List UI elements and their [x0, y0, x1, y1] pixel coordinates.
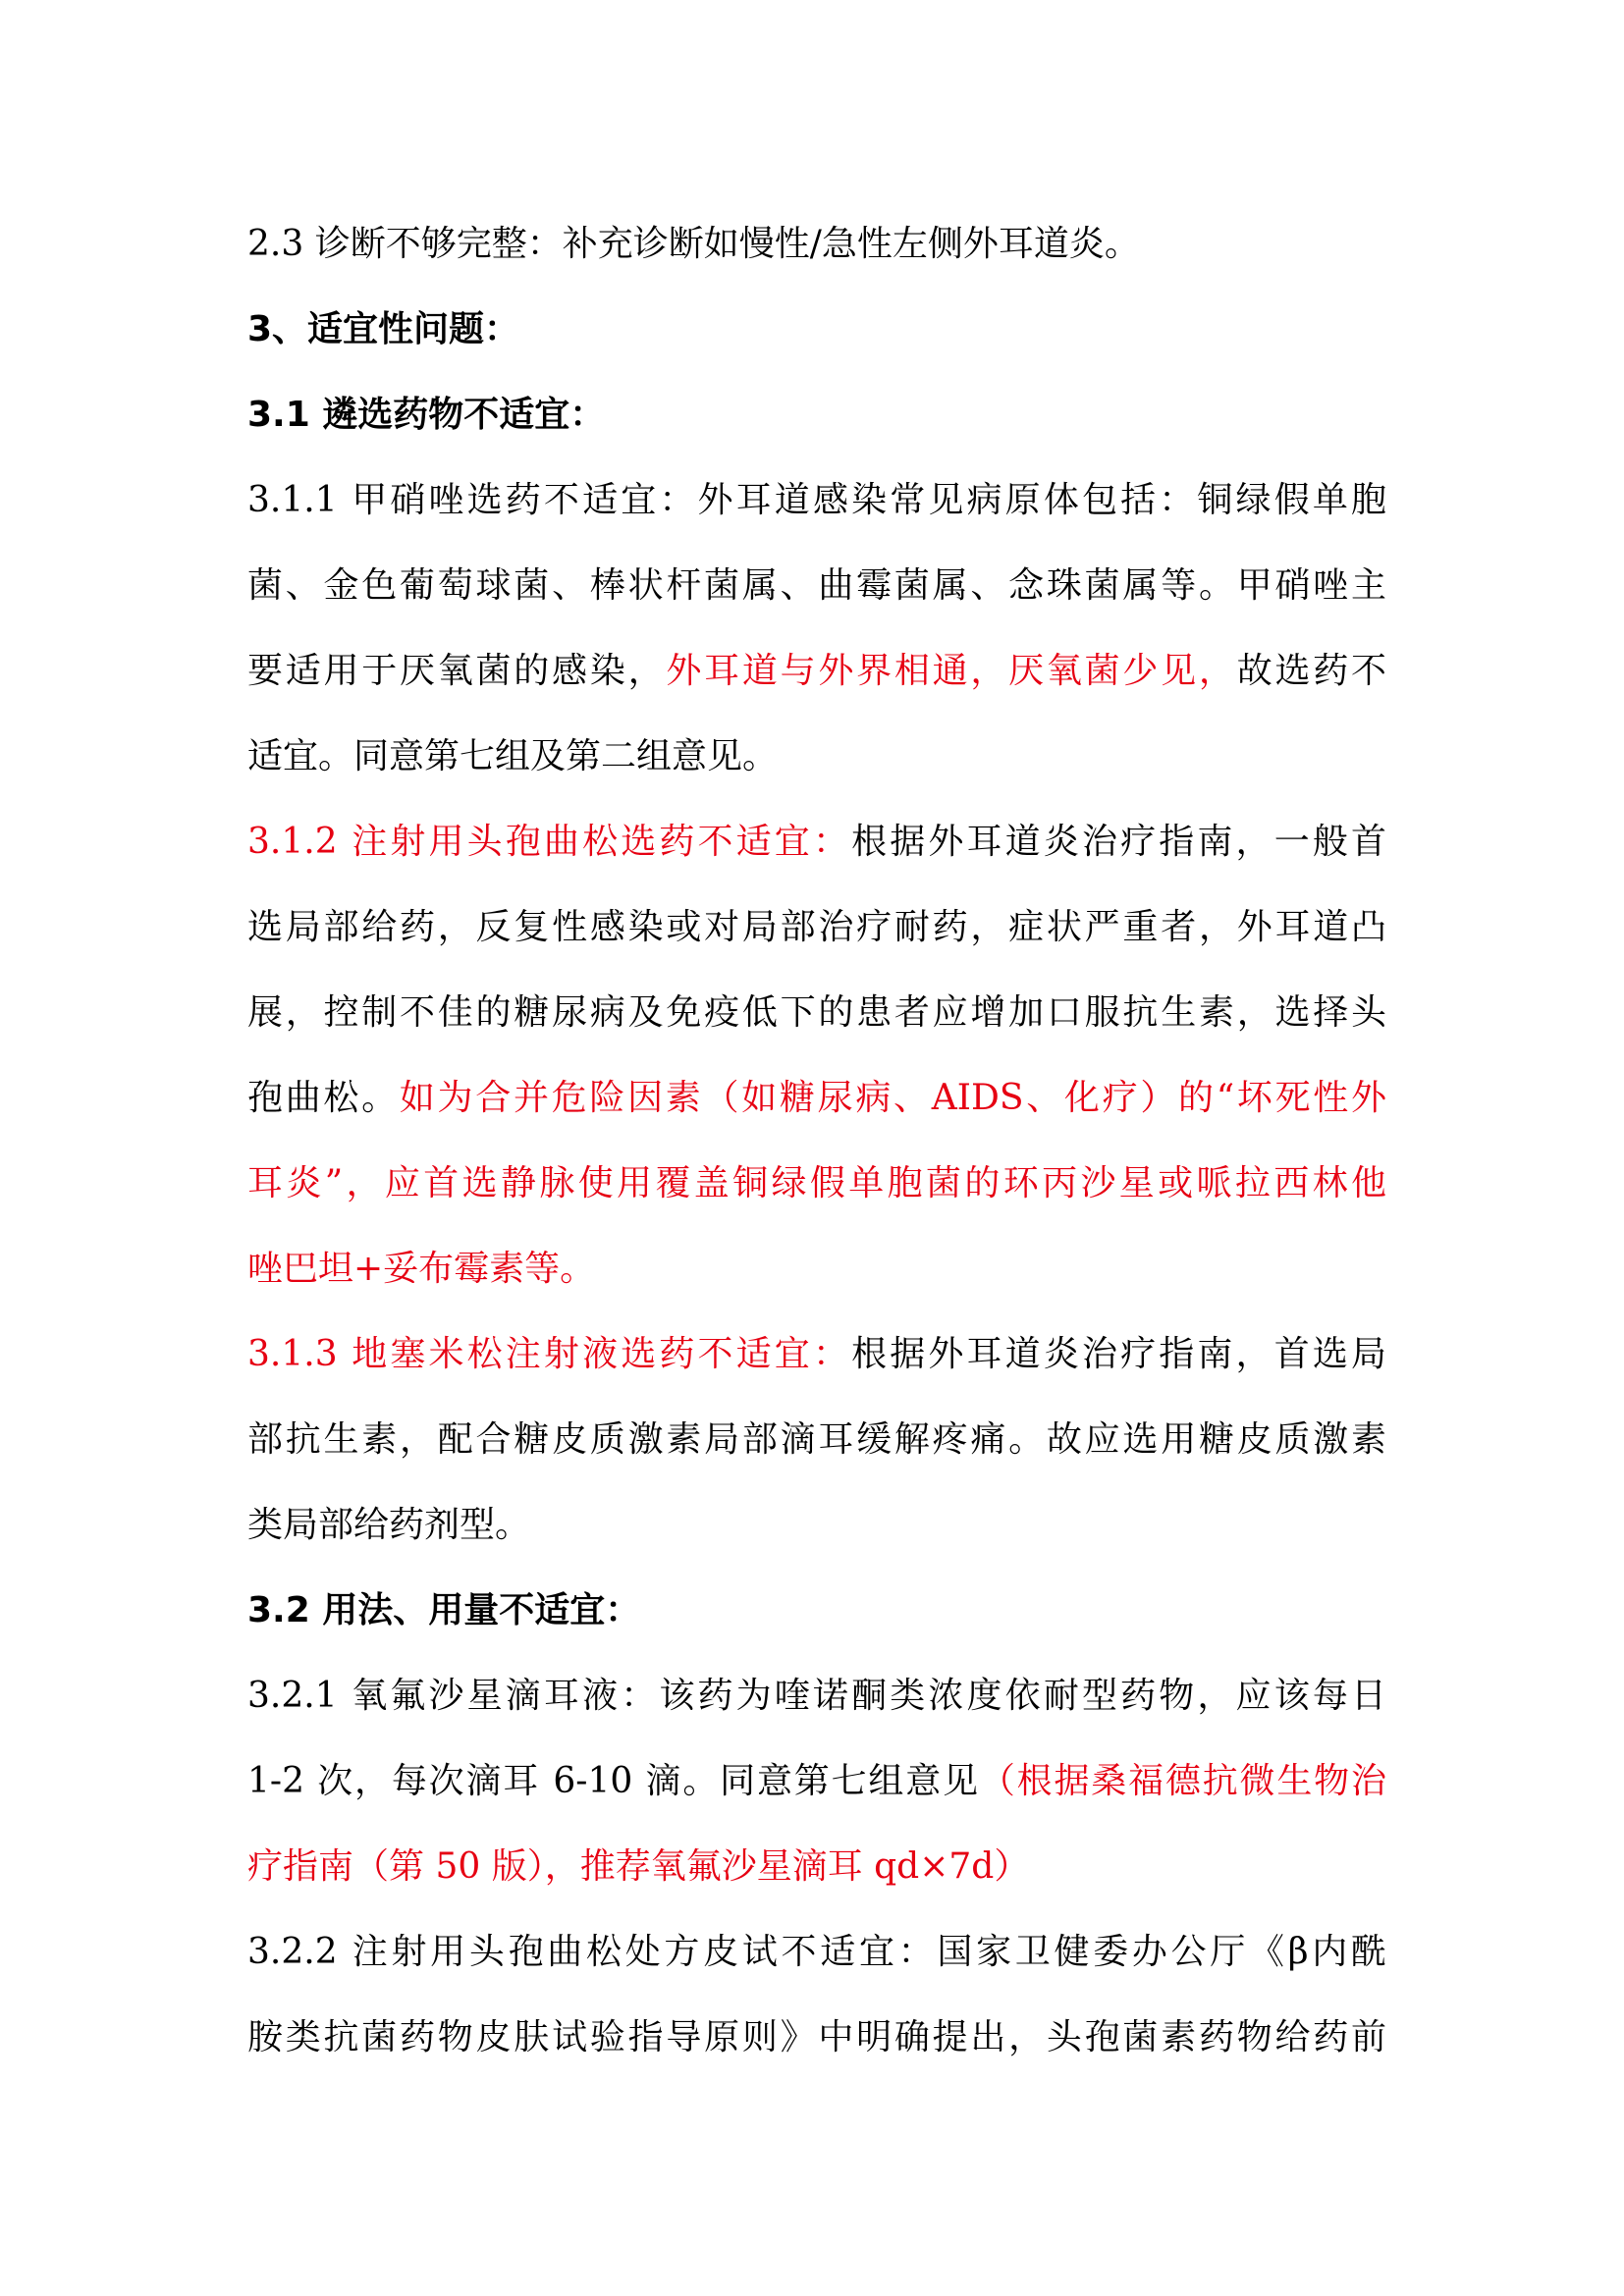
highlighted-text: 耳炎”，应首选静脉使用覆盖铜绿假单胞菌的环丙沙星或哌拉西林他	[247, 1163, 1386, 1203]
paragraph-line	[247, 210, 1386, 295]
paragraph-line	[247, 1918, 1386, 2003]
body-text: 故选药不	[1236, 651, 1386, 691]
paragraph-line	[247, 1320, 1386, 1406]
highlighted-text: （根据桑福德抗微生物治	[979, 1761, 1386, 1801]
body-text: 选局部给药，反复性感染或对局部治疗耐药，症状严重者，外耳道凸	[247, 907, 1386, 947]
paragraph-line	[247, 722, 1386, 808]
body-text: 部抗生素，配合糖皮质激素局部滴耳缓解疼痛。故应选用糖皮质激素	[247, 1419, 1386, 1460]
body-text: 3.2.1 氧氟沙星滴耳液：该药为喹诺酮类浓度依耐型药物，应该每日	[247, 1676, 1386, 1716]
paragraph-line	[247, 552, 1386, 637]
highlighted-text: 外耳道与外界相通，厌氧菌少见，	[666, 651, 1237, 691]
body-text: 根据外耳道炎治疗指南，首选局	[851, 1334, 1386, 1374]
body-text: 3、适宜性问题：	[247, 309, 520, 349]
highlighted-text: 如为合并危险因素（如糖尿病、AIDS、化疗）的“坏死性外	[399, 1078, 1386, 1118]
body-text: 类局部给药剂型。	[247, 1505, 531, 1545]
section-heading	[247, 295, 1386, 381]
paragraph-line	[247, 893, 1386, 979]
paragraph-line	[247, 1491, 1386, 1576]
paragraph-line	[247, 1747, 1386, 1833]
body-text: 1-2 次，每次滴耳 6-10 滴。同意第七组意见	[247, 1761, 980, 1801]
highlighted-text: 3.1.2 注射用头孢曲松选药不适宜：	[247, 822, 852, 862]
body-text: 胺类抗菌药物皮肤试验指导原则》中明确提出，头孢菌素药物给药前	[247, 2017, 1386, 2057]
paragraph-line	[247, 2003, 1386, 2089]
body-text: 要适用于厌氧菌的感染，	[247, 651, 667, 691]
paragraph-line	[247, 808, 1386, 893]
body-text: 3.1 遴选药物不适宜：	[247, 395, 606, 435]
paragraph-line	[247, 1149, 1386, 1235]
highlighted-text: 疗指南（第 50 版），推荐氧氟沙星滴耳 qd×7d）	[247, 1846, 1030, 1887]
body-text: 3.2 用法、用量不适宜：	[247, 1590, 641, 1630]
section-heading	[247, 381, 1386, 466]
highlighted-text: 3.1.3 地塞米松注射液选药不适宜：	[247, 1334, 852, 1374]
paragraph-line	[247, 1406, 1386, 1491]
section-heading	[247, 1576, 1386, 1662]
paragraph-line	[247, 637, 1386, 722]
body-text: 菌、金色葡萄球菌、棒状杆菌属、曲霉菌属、念珠菌属等。甲硝唑主	[247, 565, 1386, 606]
body-text: 展，控制不佳的糖尿病及免疫低下的患者应增加口服抗生素，选择头	[247, 992, 1386, 1033]
body-text: 3.1.1 甲硝唑选药不适宜：外耳道感染常见病原体包括：铜绿假单胞	[247, 480, 1386, 520]
body-text: 孢曲松。	[247, 1078, 400, 1118]
document-body	[247, 210, 1386, 2089]
highlighted-text: 唑巴坦+妥布霉素等。	[247, 1249, 596, 1289]
paragraph-line	[247, 1064, 1386, 1149]
paragraph-line	[247, 1235, 1386, 1320]
body-text: 2.3 诊断不够完整：补充诊断如慢性/急性左侧外耳道炎。	[247, 224, 1140, 264]
paragraph-line	[247, 466, 1386, 552]
body-text: 适宜。同意第七组及第二组意见。	[247, 736, 779, 776]
paragraph-line	[247, 979, 1386, 1064]
body-text: 3.2.2 注射用头孢曲松处方皮试不适宜：国家卫健委办公厅《β内酰	[247, 1932, 1386, 1972]
body-text: 根据外耳道炎治疗指南，一般首	[851, 822, 1386, 862]
paragraph-line	[247, 1833, 1386, 1918]
paragraph-line	[247, 1662, 1386, 1747]
